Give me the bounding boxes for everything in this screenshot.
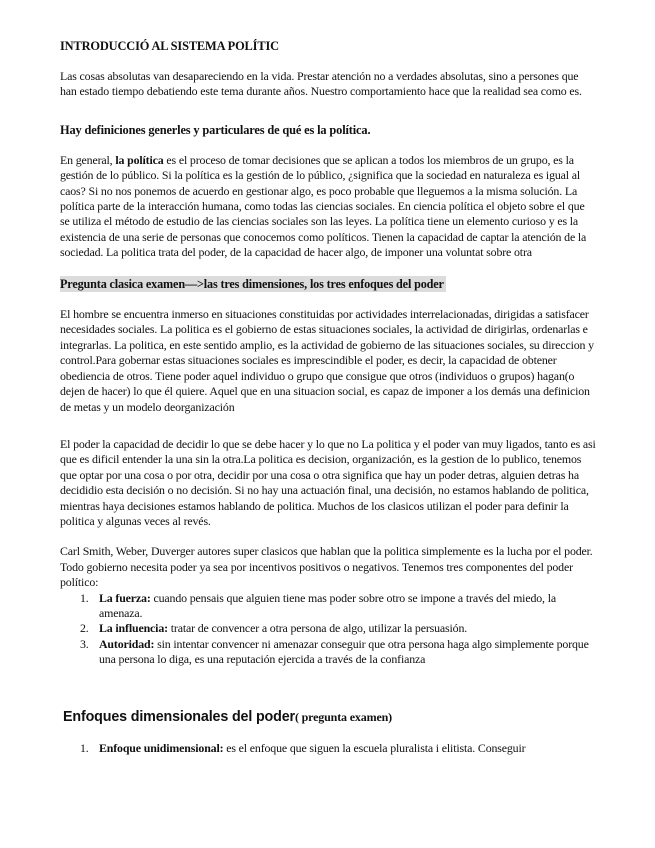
intro-paragraph: Las cosas absolutas van desapareciendo en la vida. Prestar atención no a verdades absolutas, sino a persones que han estado tiempo debatiendo este tema durante años. Nuestro comportamiento hace que la realidad sea como es. <box>60 69 582 99</box>
definitions-text: es el proceso de tomar decisiones que se aplican a todos los miembros de un grupo, es la gestión de lo público. Si la política es la gestión de lo público, ¿significa que la sociedad en naturaleza es igual al caos? Si no nos ponemos de acuerdo en gestionar algo, es poco probable que lleguemos a la misma solución. La política parte de la interacción humana, como todas las ciencias sociales. En ciencia política el objeto sobre el que se utiliza el método de estudio de las ciencias sociales son las leyes. La política tiene un elemento curioso y es la existencia de una serie de personas que conocemos como políticos. Tienen la capacidad de captar la atención de la sociedad. La politica trata del poder, de la capacidad de hacer algo, de imponer una voluntat sobre otra <box>60 152 587 260</box>
list-text: sin intentar convencer ni amenazar conseguir que otra persona haga algo simplemente porque una persona lo diga, es una reputación ejercida a través de la confianza <box>99 636 589 667</box>
document-page <box>60 38 596 756</box>
list-term: Enfoque unidimensional: <box>99 740 224 755</box>
list-item <box>60 591 596 622</box>
list-term: Autoridad: <box>99 636 155 651</box>
section-heading-main: Enfoques dimensionales del poder <box>63 708 295 725</box>
section-heading-note: ( pregunta examen) <box>294 709 393 724</box>
list-item <box>60 637 596 668</box>
section-heading <box>63 708 596 726</box>
power-paragraph-3: Carl Smith, Weber, Duverger autores super clasicos que hablan que la politica simplemente es la lucha por el poder. Todo gobierno necesita poder ya sea por incentivos positivos o negativos. Tenemos tres componentes del poder político: <box>60 544 593 590</box>
list-text: cuando pensais que alguien tiene mas poder sobre otro se impone a través del miedo, la amenaza. <box>99 590 556 620</box>
power-paragraph-2: El poder la capacidad de decidir lo que se debe hacer y lo que no La politica y el poder van muy ligados, tanto es asi que es dificil entender la una sin la otra.La politica es decision, organización, es la gestion de lo publico, tenemos que optar por una cosa o por otra, decidir por una cosa o otra significa que hay un poder detras, alguien detras ha decididio esta decisión o no decisión. Si no hay una actuación final, una decisión, no estamos hablando de politica, mientras haya decisiones estamos hablando de politica. Muchos de los clasicos utilizan el poder para definir la politica y algunas veces al revés. <box>60 436 596 528</box>
definitions-paragraph <box>60 153 596 261</box>
exam-heading-line <box>60 276 596 292</box>
list-text: tratar de convencer a otra persona de algo, utilizar la persuasión. <box>170 621 468 636</box>
list-number: 1. <box>80 590 89 605</box>
power-components-list <box>60 591 596 668</box>
list-number: 1. <box>80 740 89 755</box>
exam-heading: Pregunta clasica examen—>las tres dimensiones, los tres enfoques del poder <box>60 276 444 291</box>
definitions-term: la política <box>115 152 164 167</box>
definitions-heading: Hay definiciones generles y particulares de qué es la política. <box>60 122 371 137</box>
approaches-list <box>60 741 596 756</box>
document-title: INTRODUCCIÓ AL SISTEMA POLÍTIC <box>60 39 279 53</box>
list-term: La fuerza: <box>99 590 151 605</box>
list-item <box>60 741 596 756</box>
list-text: es el enfoque que siguen la escuela pluralista i elitista. Conseguir <box>226 740 526 755</box>
power-paragraph-1: El hombre se encuentra inmerso en situaciones constituidas por actividades interrelacionadas, dirigidas a satisfacer necesidades sociales. La politica es el gobierno de estas situaciones sociales, la actividad de dirigirlas, ordenarlas e integrarlas. La politica, en este sentido amplio, es la actividad de gobierno de las situaciones sociales, su direccion y control.Para gobernar estas situaciones sociales es imprescindible el poder, es decir, la capacidad de obtener obediencia de otros. Tiene poder aquel individuo o grupo que consigue que otros (individuos o grupos) hagan(o dejen de hacer) lo que él quiere. Aquel que en una situacion social, es capaz de imponer a los demás una definicion de metas y un modelo deorganización <box>60 307 594 414</box>
definitions-lead: En general, <box>60 152 113 167</box>
list-number: 2. <box>80 621 89 636</box>
list-term: La influencia: <box>99 621 168 636</box>
list-number: 3. <box>80 636 89 651</box>
list-item <box>60 621 596 636</box>
